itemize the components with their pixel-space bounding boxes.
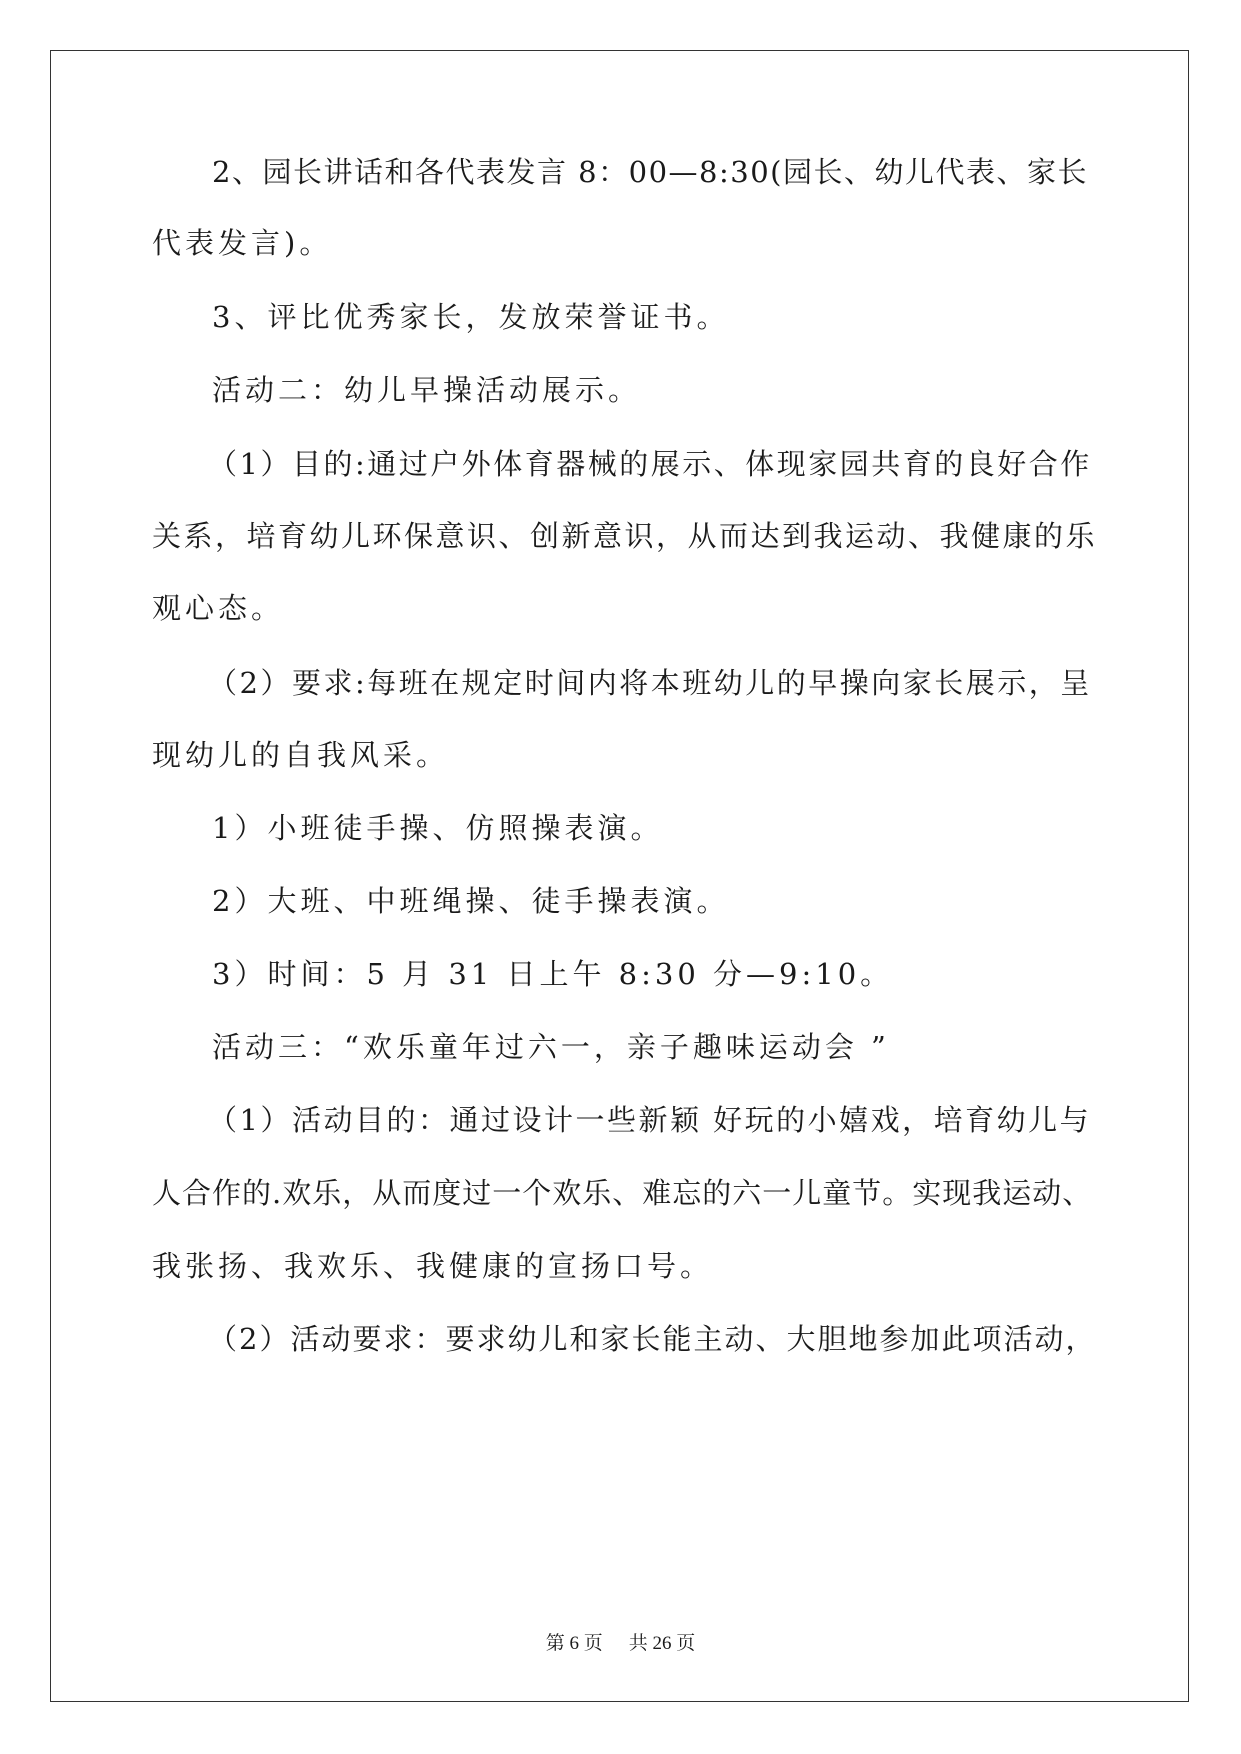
paragraph-line: 3、评比优秀家长，发放荣誉证书。 (212, 300, 730, 334)
paragraph-line: 关系，培育幼儿环保意识、创新意识，从而达到我运动、我健康的乐 (152, 519, 1098, 553)
page-border (50, 50, 1189, 1702)
paragraph-line: （2）活动要求：要求幼儿和家长能主动、大胆地参加此项活动， (208, 1322, 1097, 1356)
paragraph-line: 人合作的.欢乐，从而度过一个欢乐、难忘的六一儿童节。实现我运动、 (152, 1176, 1093, 1210)
paragraph-line: 3）时间：5 月 31 日上午 8:30 分—9:10。 (212, 957, 894, 991)
page-number: 第 6 页 (545, 1633, 603, 1654)
paragraph-line: （1）目的:通过户外体育器械的展示、体现家园共育的良好合作 (208, 447, 1092, 481)
paragraph-line: 1）小班徒手操、仿照操表演。 (212, 811, 664, 845)
paragraph-line: 我张扬、我欢乐、我健康的宣扬口号。 (152, 1249, 714, 1283)
page-total: 共 26 页 (628, 1633, 696, 1654)
paragraph-line: 2、园长讲话和各代表发言 8：00—8:30(园长、幼儿代表、家长 (212, 155, 1088, 189)
paragraph-line: （2）要求:每班在规定时间内将本班幼儿的早操向家长展示，呈 (208, 666, 1092, 700)
paragraph-line: 活动二：幼儿早操活动展示。 (212, 373, 642, 407)
paragraph-line: 2）大班、中班绳操、徒手操表演。 (212, 884, 730, 918)
paragraph-line: 观心态。 (152, 591, 285, 625)
paragraph-line: 活动三：“欢乐童年过六一，亲子趣味运动会 ” (212, 1030, 890, 1064)
paragraph-line: （1）活动目的：通过设计一些新颖 好玩的小嬉戏，培育幼儿与 (208, 1103, 1092, 1137)
paragraph-line: 代表发言)。 (152, 226, 333, 260)
paragraph-line: 现幼儿的自我风采。 (152, 738, 450, 772)
page-footer (0, 1628, 1241, 1655)
